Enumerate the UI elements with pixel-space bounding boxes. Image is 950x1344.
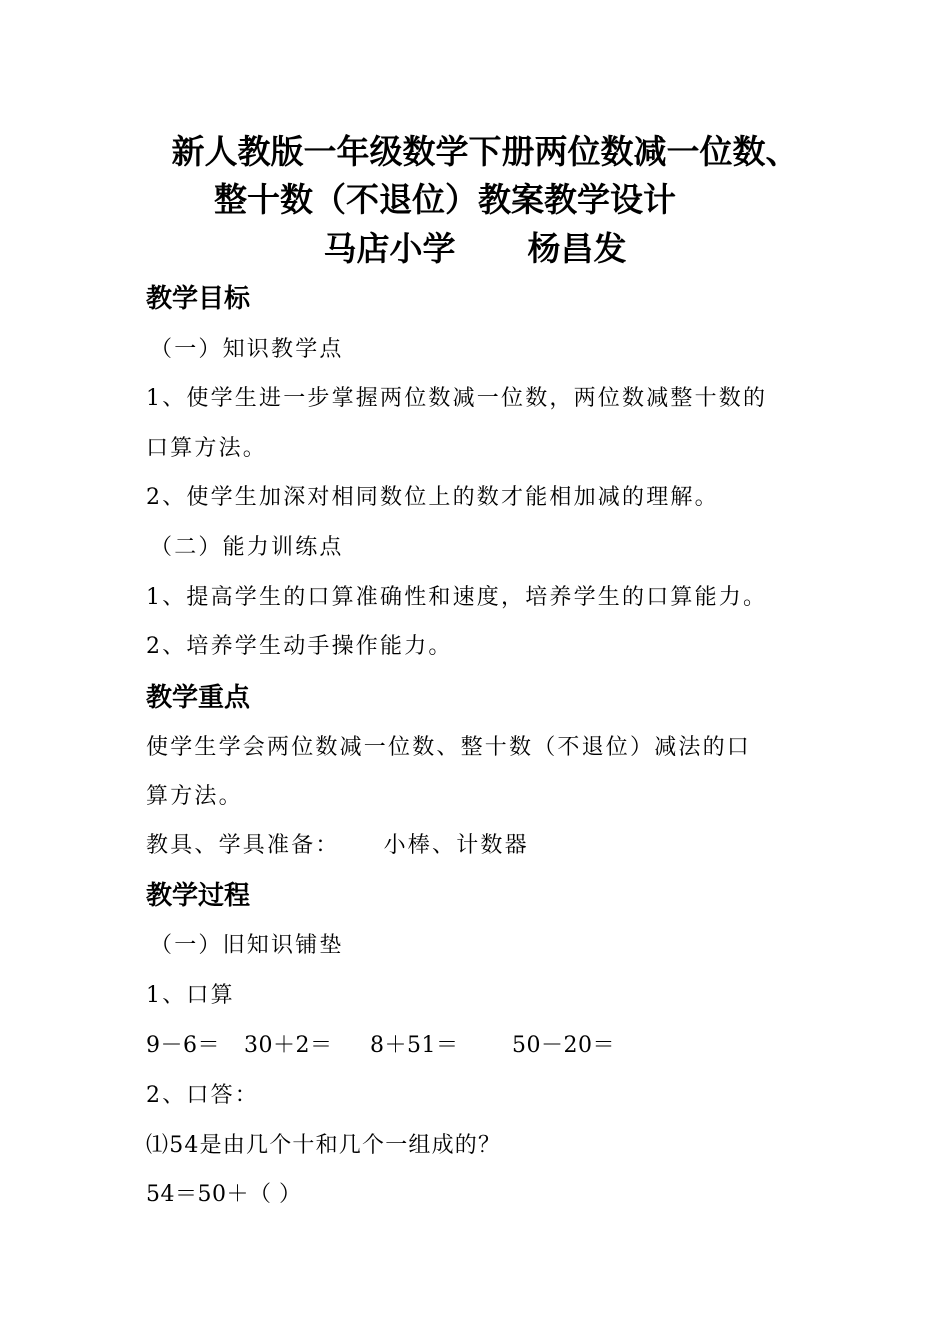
subsection-knowledge: （一）知识教学点 (150, 337, 344, 362)
equation-row (146, 1031, 615, 1061)
knowledge-item-1: 1、使学生进一步掌握两位数减一位数，两位数减整十数的 (146, 386, 768, 411)
knowledge-item-2: 2、使学生加深对相同数位上的数才能相加减的理解。 (146, 485, 719, 510)
section-heading-focus: 教学重点 (146, 683, 251, 713)
equation-4: 50－20＝ (512, 1033, 615, 1058)
subsection-ability: （二）能力训练点 (150, 535, 344, 560)
question-1: ⑴54是由几个十和几个一组成的？ (146, 1133, 502, 1158)
section-heading-goals: 教学目标 (146, 284, 251, 314)
equation-1: 9－6＝ (146, 1033, 220, 1058)
oral-calculation-label: 1、口算 (146, 983, 235, 1008)
author-line (0, 228, 950, 270)
school-name: 马店小学 (323, 229, 456, 268)
document-title-line-1: 新人教版一年级数学下册两位数减一位数、 (171, 132, 799, 171)
subsection-review: （一）旧知识铺垫 (150, 933, 344, 958)
document-title-line-2: 整十数（不退位）教案教学设计 (214, 180, 676, 219)
focus-text-continued: 算方法。 (146, 784, 243, 809)
tools-label: 教具、学具准备： (146, 833, 340, 858)
equation-fill-blank: 54＝50＋（ ） (146, 1182, 302, 1207)
equation-2: 30＋2＝ (244, 1033, 333, 1058)
knowledge-item-1-continued: 口算方法。 (146, 436, 268, 461)
author-name: 杨昌发 (527, 229, 627, 268)
tools-line (146, 831, 529, 861)
ability-item-1: 1、提高学生的口算准确性和速度，培养学生的口算能力。 (146, 585, 768, 610)
tools-value: 小棒、计数器 (383, 833, 529, 858)
equation-3: 8＋51＝ (370, 1033, 459, 1058)
ability-item-2: 2、培养学生动手操作能力。 (146, 634, 453, 659)
oral-answer-label: 2、口答： (146, 1083, 259, 1108)
section-heading-process: 教学过程 (146, 881, 251, 911)
focus-text: 使学生学会两位数减一位数、整十数（不退位）减法的口 (146, 735, 752, 760)
